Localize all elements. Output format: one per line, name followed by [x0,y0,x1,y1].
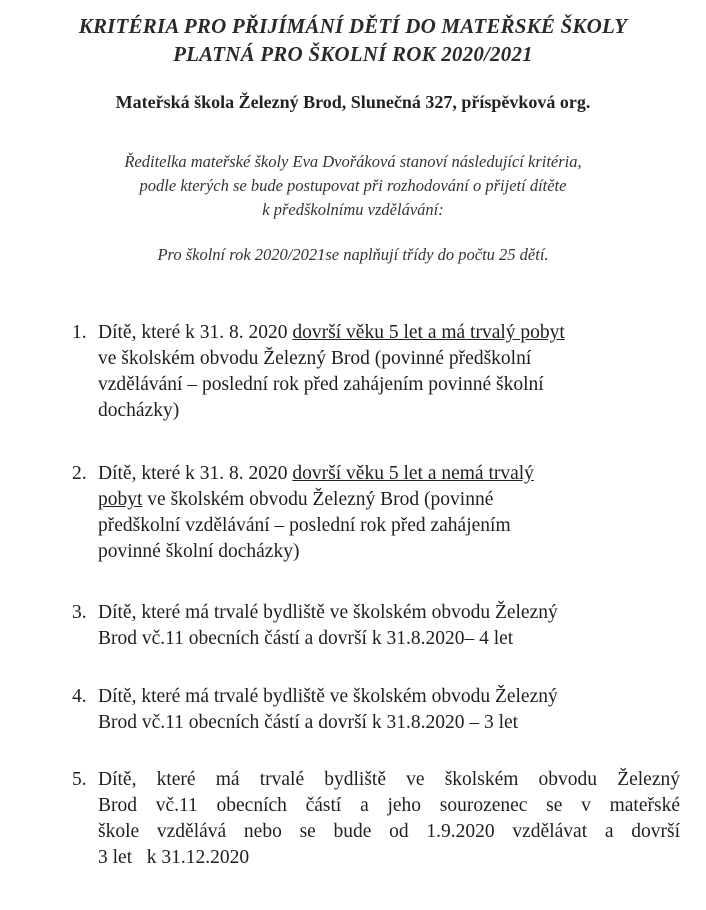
criterion-line [98,461,680,487]
criterion-line: předškolní vzdělávání – poslední rok před zahájením [98,515,511,536]
criterion-text [98,600,680,652]
criterion-line: Brod vč.11 obecních částí a dovrší k 31.8.2020 – 3 let [98,712,519,733]
criterion-line: ve školském obvodu Železný Brod (povinné předškolní [98,348,532,369]
criterion-number: 3. [72,602,87,623]
criterion-line: škole vzdělává nebo se bude od 1.9.2020 vzdělávat a dovrší [98,821,680,842]
document-title-line2: PLATNÁ PRO ŠKOLNÍ ROK 2020/2021 [173,42,533,66]
criterion-2 [72,461,680,565]
criterion-line: Dítě, které má trvalé bydliště ve školském obvodu Železný [98,686,558,707]
criterion-line: Dítě, které má trvalé bydliště ve školském obvodu Železný [98,769,680,790]
intro-line: k předškolnímu vzdělávání: [262,200,444,219]
intro-paragraph [0,150,706,222]
criterion-line: 3 let k 31.12.2020 [98,847,250,868]
criterion-4 [72,684,680,736]
intro-line: Ředitelka mateřské školy Eva Dvořáková stanoví následující kritéria, [124,152,582,171]
criterion-line: Brod vč.11 obecních částí a dovrší k 31.8.2020– 4 let [98,628,514,649]
criterion-line: docházky) [98,400,180,421]
criterion-line: Brod vč.11 obecních částí a jeho sourozenec se v mateřské [98,795,680,816]
criterion-1 [72,320,680,424]
text-run: ve školském obvodu Železný Brod (povinné [142,489,494,510]
criterion-number: 2. [72,463,87,484]
criterion-text [98,461,680,565]
document-title-line1: KRITÉRIA PRO PŘIJÍMÁNÍ DĚTÍ DO MATEŘSKÉ ŠKOLY [78,14,628,38]
underlined-text: dovrší věku 5 let a nemá trvalý [292,463,534,484]
underlined-text: pobyt [98,489,143,510]
criterion-3 [72,600,680,652]
criterion-5 [72,767,680,871]
criterion-line [98,487,680,513]
text-run: Dítě, které k 31. 8. 2020 [98,463,293,484]
criterion-number: 5. [72,769,87,790]
criterion-number: 1. [72,322,87,343]
criterion-line: Dítě, které má trvalé bydliště ve školském obvodu Železný [98,602,558,623]
criterion-number: 4. [72,686,87,707]
criterion-line [98,320,680,346]
capacity-note: Pro školní rok 2020/2021se naplňují třídy do počtu 25 dětí. [157,245,549,264]
criterion-text [98,684,680,736]
underlined-text: dovrší věku 5 let a má trvalý pobyt [292,322,565,343]
criterion-line: povinné školní docházky) [98,541,300,562]
school-name: Mateřská škola Železný Brod, Slunečná 327, příspěvková org. [115,92,591,112]
text-run: Dítě, které k 31. 8. 2020 [98,322,293,343]
criterion-text [98,767,680,871]
criterion-line: vzdělávání – poslední rok před zahájením povinné školní [98,374,544,395]
criterion-text [98,320,680,424]
intro-line: podle kterých se bude postupovat při rozhodování o přijetí dítěte [139,176,567,195]
